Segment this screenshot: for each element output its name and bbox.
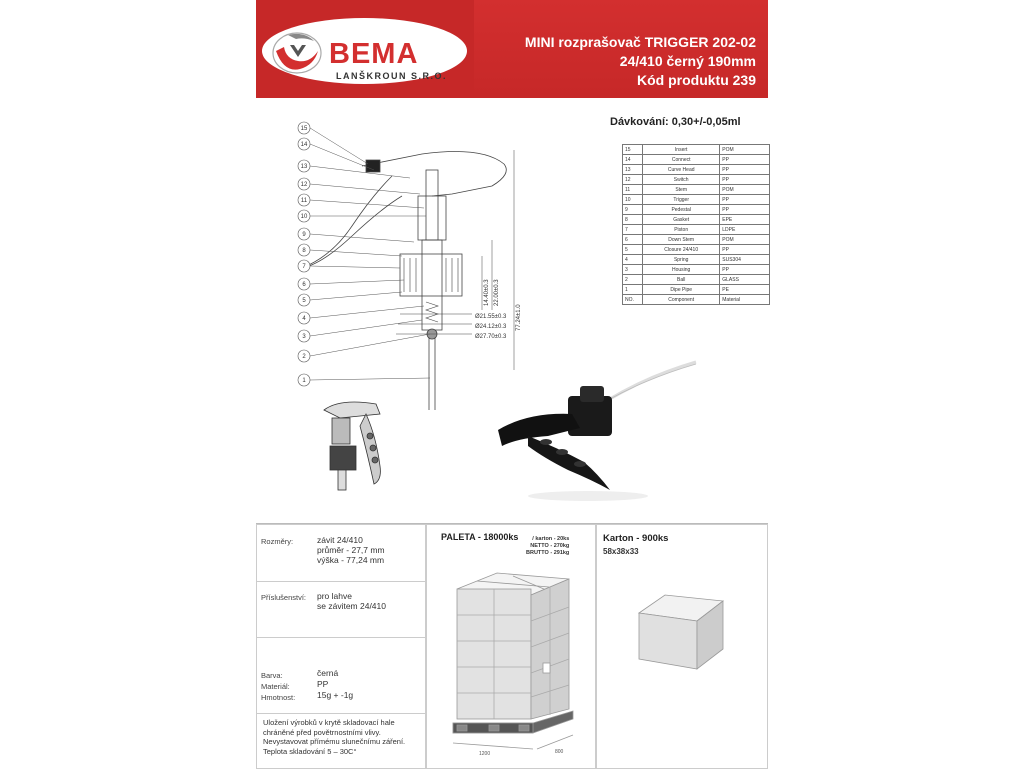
pallet-column xyxy=(426,524,596,769)
part-material: PP xyxy=(720,195,770,205)
parts-row xyxy=(623,265,770,275)
carton-dimensions: 58x38x33 xyxy=(603,547,639,556)
callout-number: 3 xyxy=(302,334,306,341)
parts-row xyxy=(623,255,770,265)
callout-number: 13 xyxy=(300,164,308,171)
color-label: Barva: xyxy=(261,671,283,680)
part-material: POM xyxy=(720,145,770,155)
parts-row xyxy=(623,235,770,245)
pallet-illustration xyxy=(451,567,581,763)
pump-sketch-image xyxy=(320,396,396,496)
pallet-dim-left: 1200 xyxy=(479,751,491,757)
part-name: Ball xyxy=(643,275,720,285)
callout-leader xyxy=(310,200,424,208)
parts-row xyxy=(623,165,770,175)
part-name: Closure 24/410 xyxy=(643,245,720,255)
pallet-per-carton: / karton - 20ks xyxy=(532,536,570,542)
parts-row xyxy=(623,245,770,255)
brand-name: BEMA xyxy=(329,38,419,70)
product-photo xyxy=(488,356,698,506)
pallet-netto: NETTO - 270kg xyxy=(530,543,570,549)
product-title-line-2: 24/410 černý 190mm xyxy=(619,53,756,69)
callout-leader xyxy=(310,280,404,284)
part-name: Piston xyxy=(643,225,720,235)
callout-leader xyxy=(310,266,400,268)
part-number: 8 xyxy=(623,215,643,225)
part-number: 12 xyxy=(623,175,643,185)
carton-illustration xyxy=(635,591,727,673)
part-number: 10 xyxy=(623,195,643,205)
part-name: Insert xyxy=(643,145,720,155)
parts-row xyxy=(623,225,770,235)
material-label: Materiál: xyxy=(261,682,290,691)
part-material: PP xyxy=(720,165,770,175)
callout-leader xyxy=(310,306,424,318)
product-code: Kód produktu 239 xyxy=(636,72,756,88)
pallet-dim-right: 800 xyxy=(555,749,564,755)
parts-row xyxy=(623,295,770,305)
part-material: POM xyxy=(720,235,770,245)
part-number: 13 xyxy=(623,165,643,175)
part-material: PP xyxy=(720,175,770,185)
part-number: NO. xyxy=(623,295,643,305)
logo-area xyxy=(256,0,474,98)
part-name: Spring xyxy=(643,255,720,265)
callout-leader xyxy=(310,128,368,164)
part-name: Pedestal xyxy=(643,205,720,215)
dimensions-height: výška - 77,24 mm xyxy=(317,555,385,565)
parts-row xyxy=(623,205,770,215)
accessories-line-1: pro lahve xyxy=(317,591,352,601)
storage-line: chráněné před povětrnostními vlivy. xyxy=(263,727,381,737)
carton-column xyxy=(596,524,768,769)
part-material: EPE xyxy=(720,215,770,225)
part-number: 9 xyxy=(623,205,643,215)
callout-number: 11 xyxy=(300,198,308,205)
pallet-brutto: BRUTTO - 291kg xyxy=(526,550,570,556)
part-material: GLASS xyxy=(720,275,770,285)
dimensions-row xyxy=(257,525,427,582)
storage-line: Uložení výrobků v krytě skladovací hale xyxy=(263,718,395,727)
callout-number: 8 xyxy=(302,248,306,255)
storage-line: Teplota skladování 5 – 30C° xyxy=(263,746,357,756)
part-number: 6 xyxy=(623,235,643,245)
pallet-title: PALETA - 18000ks xyxy=(441,532,519,542)
part-number: 15 xyxy=(623,145,643,155)
product-sheet xyxy=(256,0,768,768)
color-value: černá xyxy=(317,668,339,678)
part-material: POM xyxy=(720,185,770,195)
part-number: 3 xyxy=(623,265,643,275)
callout-leader xyxy=(310,184,420,194)
part-name: Down Stem xyxy=(643,235,720,245)
parts-table xyxy=(622,144,770,305)
dim-label: Ø24.12±0.3 xyxy=(475,324,507,330)
dim-label: 14.40±0.3 xyxy=(484,279,490,306)
spec-section xyxy=(256,523,768,769)
weight-value: 15g + -1g xyxy=(317,690,354,700)
part-material: SUS304 xyxy=(720,255,770,265)
callout-number: 2 xyxy=(302,354,306,361)
callout-leader xyxy=(310,334,430,356)
part-material: PP xyxy=(720,245,770,255)
callout-number: 14 xyxy=(300,142,308,149)
callout-leader xyxy=(310,378,430,380)
callout-number: 7 xyxy=(302,264,306,271)
part-material: PE xyxy=(720,285,770,295)
part-material: PP xyxy=(720,155,770,165)
part-number: 5 xyxy=(623,245,643,255)
carton-title: Karton - 900ks xyxy=(603,533,669,544)
callout-number: 9 xyxy=(302,232,306,239)
storage-info xyxy=(263,718,425,756)
callout-leader xyxy=(310,234,414,242)
parts-row xyxy=(623,155,770,165)
callout-number: 4 xyxy=(302,316,306,323)
spec-column xyxy=(256,524,426,769)
parts-row xyxy=(623,145,770,155)
callout-leader xyxy=(310,292,402,300)
callout-number: 15 xyxy=(300,126,308,133)
part-name: Switch xyxy=(643,175,720,185)
dim-label: 22.00±0.3 xyxy=(494,279,500,306)
accessories-label: Příslušenství: xyxy=(261,593,307,602)
dim-label: Ø21.55±0.3 xyxy=(475,314,507,320)
part-name: Dipe Pipe xyxy=(643,285,720,295)
material-row xyxy=(257,637,427,714)
part-number: 14 xyxy=(623,155,643,165)
parts-row xyxy=(623,215,770,225)
material-value: PP xyxy=(317,679,329,689)
callout-number: 10 xyxy=(300,214,308,221)
header-banner xyxy=(256,0,768,98)
callout-leader xyxy=(310,250,402,256)
part-name: Stem xyxy=(643,185,720,195)
parts-row xyxy=(623,275,770,285)
callout-leader xyxy=(310,166,410,178)
parts-row xyxy=(623,185,770,195)
part-number: 4 xyxy=(623,255,643,265)
dim-label: 77.24±1.0 xyxy=(516,304,522,331)
part-name: Curve Head xyxy=(643,165,720,175)
dimensions-diameter: průměr - 27,7 mm xyxy=(317,545,385,555)
dimensions-label: Rozměry: xyxy=(261,537,294,546)
part-material: PP xyxy=(720,265,770,275)
parts-row xyxy=(623,285,770,295)
part-number: 11 xyxy=(623,185,643,195)
part-name: Housing xyxy=(643,265,720,275)
parts-row xyxy=(623,175,770,185)
part-material: LDPE xyxy=(720,225,770,235)
dosing-info: Dávkování: 0,30+/-0,05ml xyxy=(610,116,741,128)
callout-number: 1 xyxy=(302,378,306,385)
part-name: Connect xyxy=(643,155,720,165)
callout-number: 12 xyxy=(300,182,308,189)
weight-label: Hmotnost: xyxy=(261,693,296,702)
accessories-line-2: se závitem 24/410 xyxy=(317,601,386,611)
bema-swirl-logo-icon xyxy=(270,29,325,77)
part-number: 2 xyxy=(623,275,643,285)
parts-row xyxy=(623,195,770,205)
pallet-meta xyxy=(526,536,569,557)
callout-number: 5 xyxy=(302,298,306,305)
part-name: Gasket xyxy=(643,215,720,225)
storage-line: Nevystavovat přímému slunečnímu záření. xyxy=(263,737,406,746)
product-title-line-1: MINI rozprašovač TRIGGER 202-02 xyxy=(524,34,756,50)
part-name: Trigger xyxy=(643,195,720,205)
part-material: PP xyxy=(720,205,770,215)
dim-label: Ø27.70±0.3 xyxy=(475,334,507,340)
part-name: Component xyxy=(643,295,720,305)
part-material: Material xyxy=(720,295,770,305)
brand-subtitle: LANŠKROUN S.R.O. xyxy=(336,71,448,81)
callout-leader xyxy=(310,320,422,336)
part-number: 1 xyxy=(623,285,643,295)
dimensions-thread: závit 24/410 xyxy=(317,535,363,545)
accessories-row xyxy=(257,581,427,638)
callout-number: 6 xyxy=(302,282,306,289)
part-number: 7 xyxy=(623,225,643,235)
